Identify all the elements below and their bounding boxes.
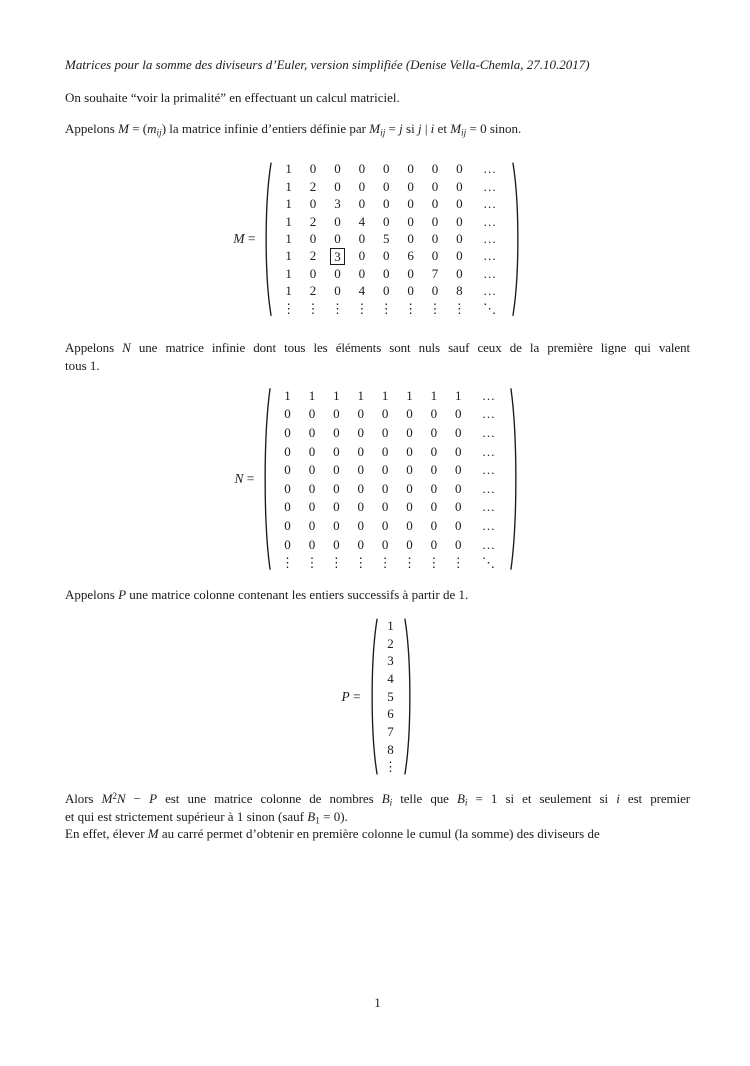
matrix-cell: 0 — [309, 196, 317, 212]
matrix-cell: 1 — [285, 161, 292, 177]
matrix-cell: 0 — [333, 424, 340, 440]
matrix-n-block — [65, 385, 690, 573]
matrix-cell: ⋮ — [282, 300, 296, 316]
matrix-cell: ⋮ — [305, 555, 319, 571]
matrix-cell: 0 — [456, 196, 463, 212]
matrix-cell: 2 — [309, 283, 317, 299]
matrix-cell: 0 — [308, 406, 316, 422]
matrix-cell: ⋮ — [451, 555, 465, 571]
matrix-cell: 8 — [456, 283, 463, 299]
matrix-cell: 0 — [357, 517, 364, 533]
matrix-cell: 0 — [431, 178, 439, 194]
matrix-m-label: M = — [233, 231, 256, 247]
matrix-p-label: P = — [341, 688, 361, 704]
matrix-cell: 5 — [387, 688, 394, 704]
matrix-cell: ⋮ — [306, 300, 320, 316]
matrix-cell: 1 — [381, 387, 389, 403]
matrix-cell: ⋱ — [481, 555, 495, 571]
matrix-cell: 0 — [406, 443, 413, 459]
matrix-cell: 0 — [455, 536, 462, 552]
matrix-cell: ⋮ — [281, 555, 295, 571]
paragraph-definition-n — [65, 339, 690, 374]
matrix-cell: 0 — [406, 480, 413, 496]
matrix-cell: 0 — [358, 161, 366, 177]
matrix-cell: 2 — [309, 213, 317, 229]
matrix-cell: 0 — [430, 424, 438, 440]
matrix-cell: 0 — [381, 536, 389, 552]
matrix-cell: 0 — [431, 283, 439, 299]
matrix-cell: 0 — [430, 443, 438, 459]
matrix-cell: 3 — [325, 248, 349, 265]
matrix-m-grid — [273, 160, 510, 319]
matrix-cell: 0 — [284, 462, 291, 478]
matrix-cell: 0 — [358, 196, 366, 212]
matrix-cell: ⋮ — [354, 555, 368, 571]
matrix-cell: 0 — [456, 231, 463, 247]
matrix-cell: 5 — [382, 231, 390, 247]
matrix-cell: 0 — [455, 462, 462, 478]
matrix-cell: 1 — [333, 387, 340, 403]
matrix-cell: 0 — [284, 406, 291, 422]
matrix-cell: 0 — [381, 462, 389, 478]
matrix-cell: 0 — [407, 283, 414, 299]
matrix-cell: 0 — [455, 517, 462, 533]
matrix-cell: 0 — [456, 265, 463, 281]
matrix-cell: 0 — [308, 517, 316, 533]
matrix-cell: 1 — [387, 617, 394, 633]
paragraph-intro: On souhaite “voir la primalité” en effectuant un calcul matriciel. — [65, 89, 400, 105]
matrix-cell: 1 — [284, 387, 291, 403]
matrix-cell: 0 — [308, 480, 316, 496]
matrix-cell: 0 — [334, 265, 341, 281]
matrix-cell: … — [481, 406, 495, 422]
matrix-cell: 0 — [406, 499, 413, 515]
matrix-cell: 7 — [387, 723, 394, 739]
matrix-cell: 0 — [406, 462, 413, 478]
matrix-cell: 0 — [431, 196, 439, 212]
matrix-cell: 0 — [381, 443, 389, 459]
matrix-cell: 0 — [358, 265, 366, 281]
matrix-cell: 1 — [285, 283, 292, 299]
matrix-cell: 0 — [407, 196, 414, 212]
matrix-cell: 0 — [382, 196, 390, 212]
matrix-cell: 0 — [284, 443, 291, 459]
matrix-cell: 0 — [333, 443, 340, 459]
matrix-cell: … — [483, 178, 497, 194]
matrix-n-grid — [272, 385, 509, 573]
matrix-cell: 0 — [357, 480, 364, 496]
left-paren-icon — [261, 385, 272, 573]
matrix-cell: 1 — [406, 387, 413, 403]
matrix-cell: 0 — [382, 248, 390, 264]
matrix-cell: 0 — [334, 231, 341, 247]
matrix-cell: 0 — [308, 443, 316, 459]
matrix-cell: … — [481, 462, 495, 478]
matrix-n-label: N = — [234, 471, 255, 487]
matrix-cell: ⋮ — [378, 555, 392, 571]
paragraph-definition-m: Appelons $M = (m_{ij})$ la matrice infinie d’entiers définie par $M_{ij} = j$ si j | i et $M_{ij} = 0$ sinon. — [65, 121, 522, 139]
matrix-cell: 0 — [456, 248, 463, 264]
matrix-cell: 0 — [381, 517, 389, 533]
matrix-cell: 0 — [284, 536, 291, 552]
matrix-cell: … — [483, 196, 497, 212]
matrix-cell: 1 — [308, 387, 316, 403]
matrix-cell: … — [481, 387, 495, 403]
matrix-cell: 0 — [406, 406, 413, 422]
matrix-cell: … — [481, 443, 495, 459]
matrix-cell: ⋮ — [452, 300, 466, 316]
matrix-cell: ⋮ — [355, 300, 369, 316]
matrix-cell: 0 — [456, 213, 463, 229]
matrix-cell: 0 — [357, 536, 364, 552]
matrix-cell: 0 — [357, 424, 364, 440]
matrix-cell: … — [481, 517, 495, 533]
matrix-cell: 0 — [357, 443, 364, 459]
matrix-cell: 0 — [431, 248, 439, 264]
matrix-cell: 0 — [357, 406, 364, 422]
matrix-p-grid — [379, 616, 403, 777]
paragraph-definition-n-line1: Appelons N une matrice infinie dont tous les éléments sont nuls sauf ceux de la première ligne qui valent — [65, 340, 690, 356]
matrix-cell: 1 — [357, 387, 364, 403]
right-paren-icon — [509, 385, 520, 573]
matrix-cell: … — [481, 424, 495, 440]
matrix-cell: 0 — [284, 517, 291, 533]
right-paren-icon — [403, 616, 414, 777]
matrix-n — [261, 385, 520, 573]
matrix-cell: … — [483, 248, 497, 264]
matrix-p-block — [65, 616, 690, 777]
matrix-cell: 0 — [382, 283, 390, 299]
matrix-cell: 0 — [430, 536, 438, 552]
matrix-cell: 0 — [308, 424, 316, 440]
matrix-cell: ⋱ — [483, 300, 497, 316]
matrix-cell: 0 — [334, 178, 341, 194]
matrix-cell: 0 — [430, 499, 438, 515]
matrix-cell: 2 — [387, 635, 394, 651]
matrix-cell: 0 — [431, 161, 439, 177]
matrix-cell: 0 — [382, 178, 390, 194]
matrix-cell: … — [483, 161, 497, 177]
matrix-cell: 0 — [309, 161, 317, 177]
matrix-cell: 0 — [455, 443, 462, 459]
matrix-cell: 0 — [381, 424, 389, 440]
matrix-cell: 0 — [456, 161, 463, 177]
matrix-cell: 0 — [456, 178, 463, 194]
matrix-cell: 4 — [358, 283, 366, 299]
matrix-cell: … — [483, 231, 497, 247]
matrix-cell: ⋮ — [404, 300, 418, 316]
matrix-cell: 0 — [333, 536, 340, 552]
page-number: 1 — [374, 995, 381, 1010]
matrix-cell: 0 — [455, 424, 462, 440]
matrix-cell: 0 — [381, 480, 389, 496]
matrix-cell: 1 — [455, 387, 462, 403]
matrix-cell: 0 — [284, 424, 291, 440]
matrix-cell: 0 — [382, 213, 390, 229]
matrix-cell: 0 — [430, 517, 438, 533]
matrix-cell: 0 — [334, 161, 341, 177]
matrix-cell: 0 — [308, 462, 316, 478]
matrix-cell: 1 — [285, 178, 292, 194]
left-paren-icon — [262, 160, 273, 319]
matrix-cell: ⋮ — [428, 300, 442, 316]
matrix-cell: 0 — [406, 517, 413, 533]
matrix-cell: 1 — [285, 248, 292, 264]
matrix-cell: ⋮ — [329, 555, 343, 571]
matrix-cell: … — [481, 480, 495, 496]
matrix-cell: ⋮ — [384, 759, 398, 775]
left-paren-icon — [368, 616, 379, 777]
matrix-cell: 0 — [407, 161, 414, 177]
matrix-cell: 0 — [308, 536, 316, 552]
paragraph-conclusion-line1: Alors $M^2N - P$ est une matrice colonne de nombres $B_i$ telle que $B_i = 1$ si et seulement si i est premier — [65, 791, 690, 808]
matrix-cell: 0 — [407, 265, 414, 281]
document-title: Matrices pour la somme des diviseurs d’Euler, version simplifiée (Denise Vella-Chemla, 27.10.2017) — [65, 57, 590, 72]
matrix-cell: 3 — [334, 196, 341, 212]
matrix-cell: 0 — [284, 480, 291, 496]
matrix-cell: 1 — [285, 213, 292, 229]
matrix-cell: ⋮ — [330, 300, 344, 316]
matrix-cell: 2 — [309, 178, 317, 194]
paragraph-conclusion — [65, 790, 690, 843]
matrix-cell: ⋮ — [379, 300, 393, 316]
matrix-m-block — [65, 160, 690, 319]
right-paren-icon — [511, 160, 522, 319]
matrix-cell: 0 — [431, 213, 439, 229]
matrix-cell: 0 — [455, 499, 462, 515]
matrix-cell: 0 — [334, 213, 341, 229]
matrix-cell: 0 — [430, 462, 438, 478]
matrix-cell: 0 — [407, 213, 414, 229]
matrix-m — [262, 160, 521, 319]
matrix-cell: 1 — [430, 387, 438, 403]
matrix-cell: … — [481, 536, 495, 552]
matrix-p — [368, 616, 414, 777]
matrix-cell: 0 — [358, 231, 366, 247]
matrix-cell: … — [483, 283, 497, 299]
matrix-cell: 0 — [407, 178, 414, 194]
paragraph-definition-n-line2: tous 1. — [65, 357, 100, 373]
paragraph-definition-p: Appelons P une matrice colonne contenant les entiers successifs à partir de 1. — [65, 587, 469, 603]
matrix-cell: 4 — [358, 213, 366, 229]
matrix-cell: 0 — [333, 517, 340, 533]
matrix-cell: 4 — [387, 670, 394, 686]
matrix-cell: 0 — [334, 283, 341, 299]
matrix-cell: ⋮ — [403, 555, 416, 571]
matrix-cell: 0 — [430, 406, 438, 422]
matrix-cell: 0 — [309, 265, 317, 281]
paragraph-conclusion-line3: En effet, élever M au carré permet d’obtenir en première colonne le cumul (la somme) des diviseurs de — [65, 826, 600, 842]
matrix-cell: 0 — [308, 499, 316, 515]
matrix-cell: 0 — [358, 178, 366, 194]
matrix-cell: 0 — [455, 480, 462, 496]
matrix-cell: 0 — [430, 480, 438, 496]
matrix-cell: 0 — [381, 406, 389, 422]
matrix-cell: 2 — [309, 248, 317, 264]
matrix-cell: 0 — [431, 231, 439, 247]
matrix-cell: 0 — [357, 462, 364, 478]
matrix-cell: 0 — [333, 480, 340, 496]
matrix-cell: 0 — [309, 231, 317, 247]
matrix-cell: … — [483, 265, 497, 281]
matrix-cell: ⋮ — [427, 555, 441, 571]
matrix-cell: 0 — [407, 231, 414, 247]
matrix-cell: 0 — [406, 536, 413, 552]
matrix-cell: 3 — [387, 653, 394, 669]
matrix-cell: 0 — [382, 265, 390, 281]
matrix-cell: … — [483, 213, 497, 229]
matrix-cell: 0 — [406, 424, 413, 440]
matrix-cell: 0 — [333, 406, 340, 422]
matrix-cell: 0 — [357, 499, 364, 515]
matrix-cell: 6 — [387, 706, 394, 722]
matrix-cell: 8 — [387, 741, 394, 757]
matrix-cell: 0 — [455, 406, 462, 422]
matrix-cell: 1 — [285, 265, 292, 281]
matrix-cell: 0 — [333, 462, 340, 478]
paragraph-conclusion-line2: et qui est strictement supérieur à 1 sinon (sauf $B_1 = 0$). — [65, 808, 348, 826]
matrix-cell: 7 — [431, 265, 439, 281]
matrix-cell: 6 — [407, 248, 414, 264]
matrix-cell: … — [481, 499, 495, 515]
matrix-cell: 0 — [358, 248, 366, 264]
matrix-cell: 1 — [285, 196, 292, 212]
matrix-cell: 0 — [382, 161, 390, 177]
matrix-cell: 0 — [333, 499, 340, 515]
matrix-cell: 0 — [381, 499, 389, 515]
matrix-cell: 1 — [285, 231, 292, 247]
matrix-cell: 0 — [284, 499, 291, 515]
